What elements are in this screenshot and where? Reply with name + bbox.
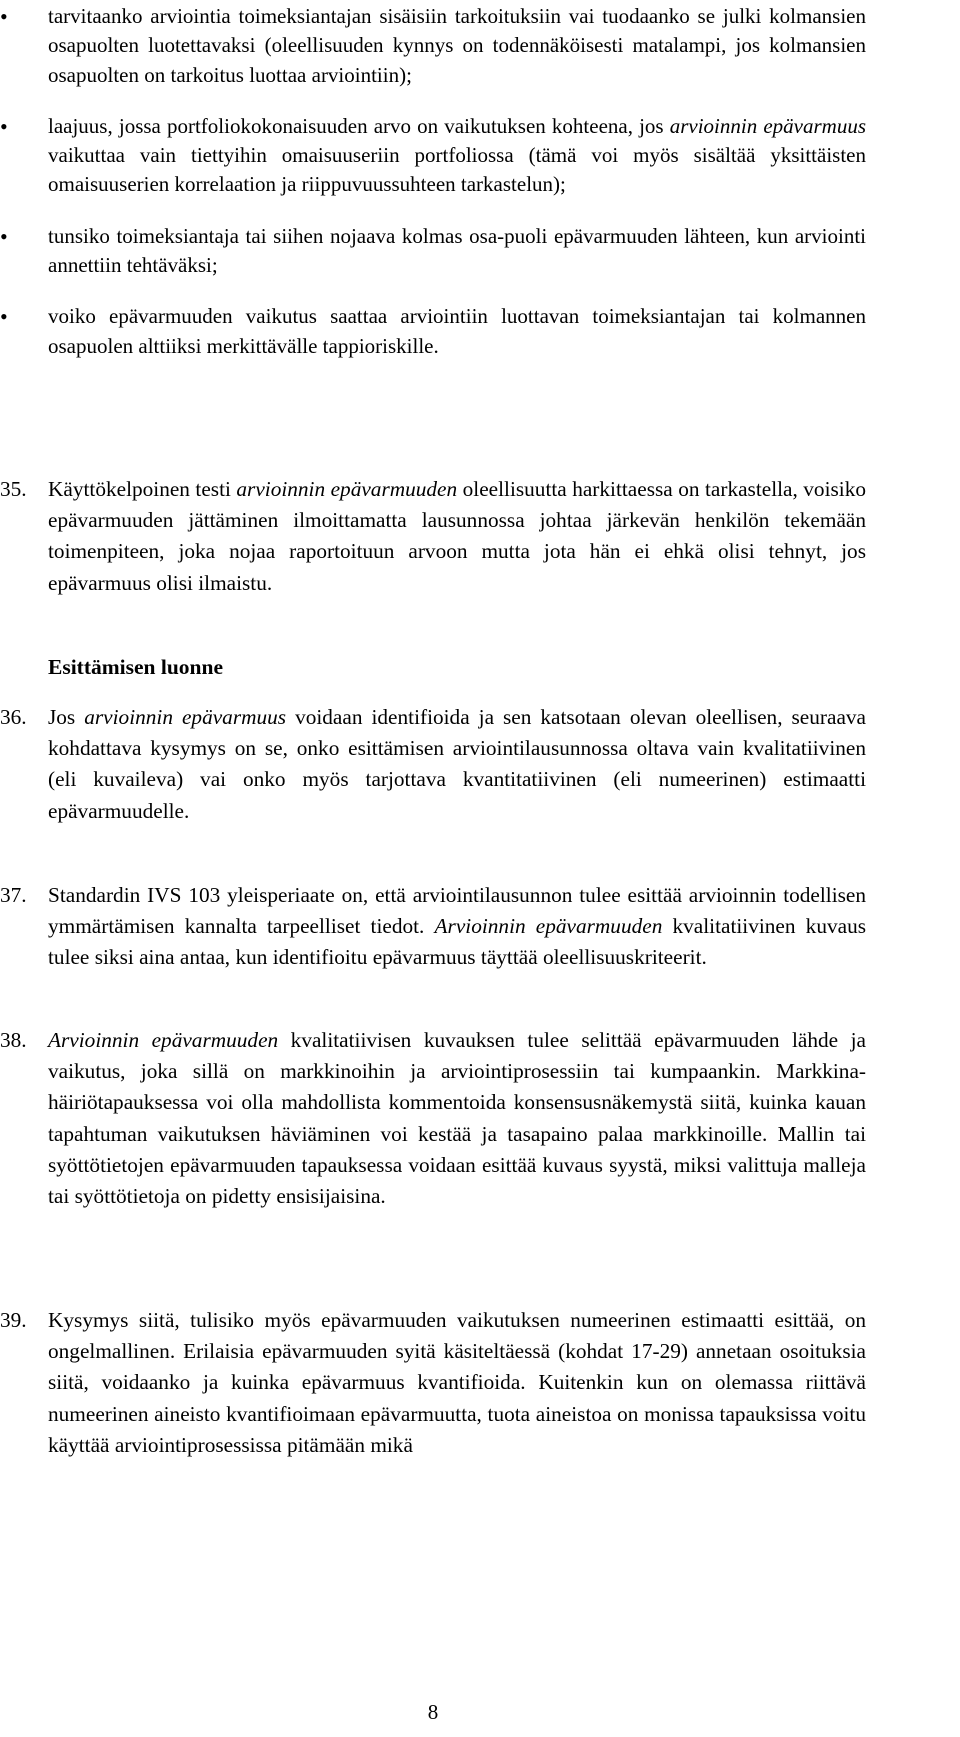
- paragraph-text: [48, 1025, 866, 1212]
- bullet-text: voiko epävarmuuden vaikutus saattaa arviointiin luottavan toimeksiantajan tai kolmannen osapuolen alttiiksi merkittävälle tappioriskille.: [48, 304, 866, 358]
- text-run: kvalitatiivisen kuvauksen tulee selittää epävarmuuden lähde ja vaikutus, joka sillä on markkinoihin ja arviointiprosessiin tai kumpaankin. Markkina-häiriötapauksessa voi olla mahdollista kommentoida konsensusnäkemystä siitä, kuinka kauan tapahtuman vaikutuksen häviäminen voi kestää ja tasapaino palaa markkinoille. Mallin tai syöttötietojen epävarmuuden tapauksessa voidaan esittää kuvaus syystä, miksi valittuja malleja tai syöttötietoja on pidetty ensisijaisina.: [48, 1028, 867, 1209]
- numbered-paragraph: [0, 1305, 866, 1461]
- bullet-item: [0, 302, 866, 361]
- text-run: vaikuttaa vain tiettyihin omaisuuseriin portfoliossa (tämä voi myös sisältää yksittäisten omaisuuserien korrelaation ja riippuvuussuhteen tarkastelun);: [48, 143, 866, 197]
- italic-term: Arvioinnin epävarmuuden: [434, 914, 663, 939]
- bullet-item: [0, 222, 866, 281]
- page-number: 8: [427, 1700, 439, 1724]
- paragraph-number: 39.: [0, 1308, 27, 1332]
- paragraph-text: Kysymys siitä, tulisiko myös epävarmuuden vaikutuksen numeerinen estimaatti esittää, on ongelmallinen. Erilaisia epävarmuuden syitä käsiteltäessä (kohdat 17-29) annetaan osoituksia siitä, voidaanko ja kuinka epävarmuus kvantifioida. Kuitenkin kun on olemassa riittävä numeerinen aineisto kvantifioimaan epävarmuutta, tuota aineistoa on monissa tapauksissa voitu käyttää arviointiprosessissa pitämään mikä: [48, 1308, 866, 1457]
- paragraph-text: [48, 474, 866, 599]
- bullet-icon: •: [0, 304, 8, 330]
- bullet-item: [0, 2, 866, 90]
- italic-term: arvioinnin epävarmuuden: [236, 477, 458, 501]
- bullet-list: [0, 2, 960, 361]
- section-heading: Esittämisen luonne: [48, 655, 224, 679]
- numbered-paragraph: [0, 1025, 866, 1212]
- paragraph-39: [0, 1305, 960, 1461]
- numbered-paragraph: [0, 702, 866, 827]
- text-run: Standardin IVS 103 yleisperiaate on, että arviointilausunnon tulee esittää arvioinnin todellisen ymmärtämisen kannalta tarpeelliset tiedot.: [48, 883, 866, 939]
- paragraph-text: [48, 880, 866, 974]
- paragraph-number: 37.: [0, 883, 27, 907]
- paragraph-37: [0, 880, 960, 974]
- italic-term: arvioinnin epävarmuus: [84, 705, 287, 729]
- paragraph-36: [0, 702, 960, 827]
- text-run: oleellisuutta harkittaessa on tarkastella, voisiko epävarmuuden jättäminen ilmoittamatta lausunnossa johtaa järkevän henkilön tekemään toimenpiteen, joka nojaa raportoituun arvoon mutta jota hän ei ehkä olisi tehnyt, jos epävarmuus olisi ilmaistu.: [48, 477, 866, 595]
- numbered-paragraph: [0, 474, 866, 599]
- italic-term: Arvioinnin epävarmuuden: [48, 1028, 279, 1052]
- text-run: kvalitatiivinen kuvaus tulee siksi aina antaa, kun identifioitu epävarmuus täyttää oleellisuuskriteerit.: [48, 914, 867, 970]
- paragraph-number: 38.: [0, 1028, 27, 1052]
- text-run: voidaan identifioida ja sen katsotaan olevan oleellisen, seuraava kohdattava kysymys on se, onko esittämisen arviointilausunnossa oltava vain kvalitatiivinen (eli kuvaileva) vai onko myös tarjottava kvantitatiivinen (eli numeerinen) estimaatti epävarmuudelle.: [48, 705, 866, 823]
- paragraph-number: 35.: [0, 477, 27, 501]
- bullet-text: tunsiko toimeksiantaja tai siihen nojaava kolmas osa-puoli epävarmuuden lähteen, kun arviointi annettiin tehtäväksi;: [48, 223, 866, 278]
- paragraph-text: [48, 702, 866, 827]
- bullet-icon: •: [0, 113, 8, 139]
- text-run: laajuus, jossa portfoliokokonaisuuden arvo on vaikutuksen kohteena, jos: [48, 113, 670, 138]
- bullet-icon: •: [0, 223, 8, 249]
- numbered-paragraph: [0, 880, 866, 974]
- italic-term: arvioinnin epävarmuus: [669, 113, 866, 138]
- paragraph-35: [0, 474, 960, 599]
- bullet-item: [0, 112, 866, 200]
- bullet-text: tarvitaanko arviointia toimeksiantajan sisäisiin tarkoituksiin vai tuodaanko se julki kolmansien osapuolten luotettavaksi (oleellisuuden kynnys on todennäköisesti matalampi, jos kolmansien osapuolten on tarkoitus luottaa arviointiin);: [48, 4, 866, 87]
- text-run: Käyttökelpoinen testi: [48, 477, 237, 501]
- bullet-icon: •: [0, 4, 8, 29]
- paragraph-number: 36.: [0, 705, 27, 729]
- text-run: Jos: [48, 705, 85, 729]
- bullet-text: [48, 112, 866, 200]
- paragraph-38: [0, 1025, 960, 1212]
